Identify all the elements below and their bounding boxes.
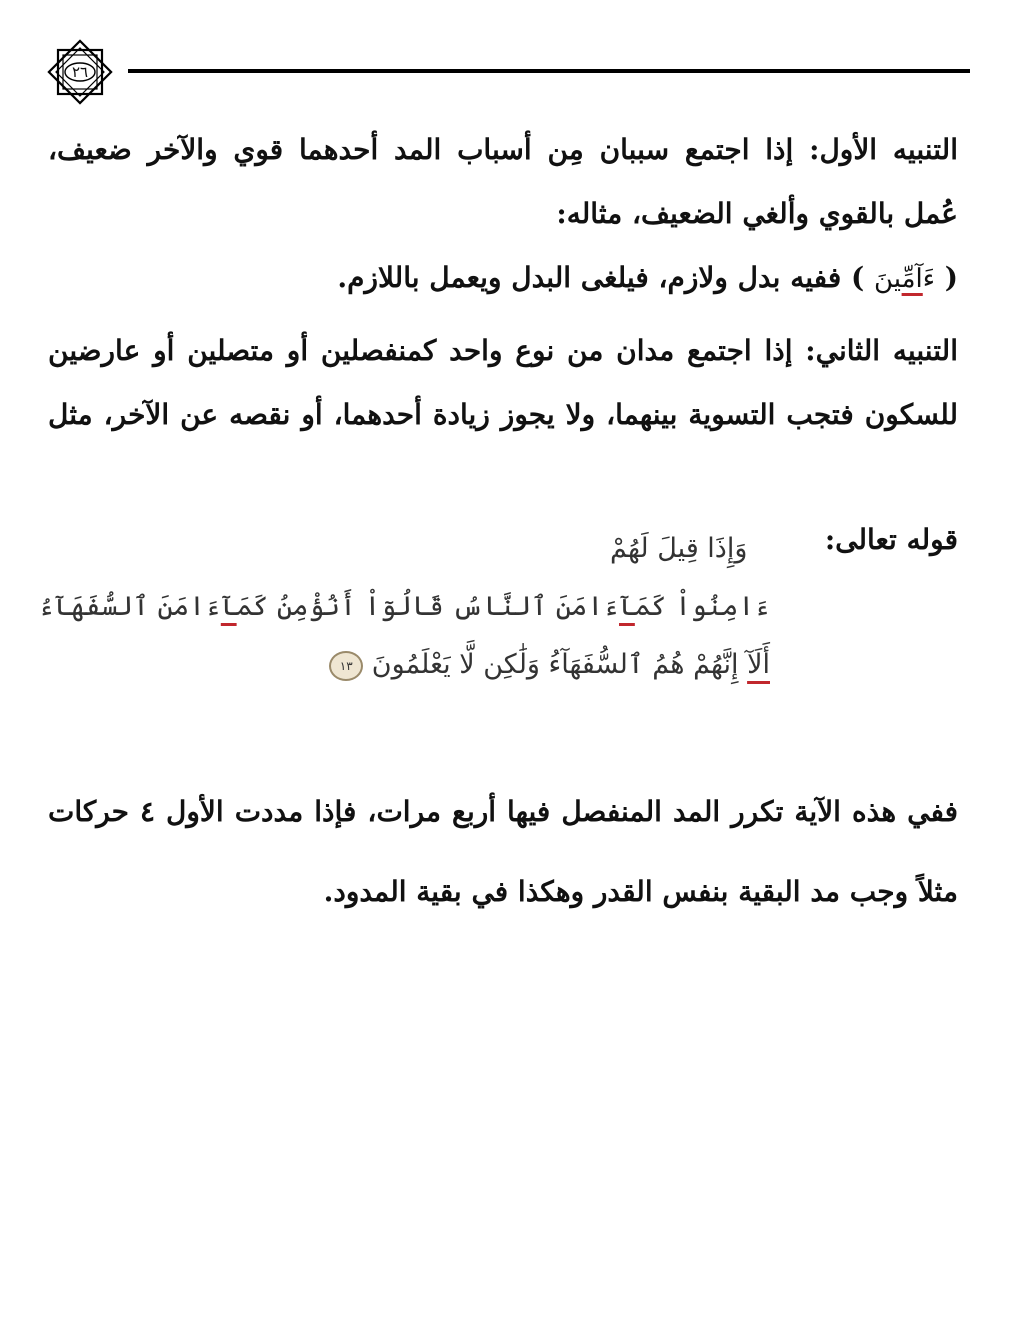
page-number: ٢٦ bbox=[71, 63, 89, 81]
verse-segment-e: ءَامَنَ ٱلسُّفَهَآءُ bbox=[38, 591, 221, 622]
quran-word-suffix: ينَ bbox=[873, 264, 902, 294]
verse-segment-a: ءَامِنُواْ كَمَ bbox=[634, 591, 770, 622]
verse-segment-line3: إِنَّهُمْ هُمُ ٱلسُّفَهَآءُ وَلَٰكِن لَّا يَعْلَمُونَ bbox=[371, 649, 748, 680]
verse-underlined-madd-1: آ bbox=[619, 591, 635, 622]
verse-line-2 bbox=[38, 578, 770, 636]
page-number-badge bbox=[44, 36, 116, 108]
page-header bbox=[0, 0, 1020, 120]
quran-verse bbox=[38, 520, 770, 694]
verse-underlined-madd-3: أَلَآ bbox=[747, 649, 770, 680]
verse-line-3 bbox=[150, 636, 770, 694]
first-note-line-2: عُمل بالقوي وألغي الضعيف، مثاله: bbox=[556, 197, 958, 230]
close-paren: ) bbox=[850, 261, 865, 294]
open-paren: ( bbox=[944, 261, 958, 294]
third-paragraph bbox=[48, 772, 958, 932]
verse-underlined-madd-2: آ bbox=[220, 591, 237, 622]
third-paragraph-line-1: ففي هذه الآية تكرر المد المنفصل فيها أربع مرات، فإذا مددت الأول ٤ حركات bbox=[48, 795, 958, 828]
ayah-number-marker: ١٣ bbox=[329, 651, 363, 681]
header-rule bbox=[128, 69, 970, 73]
main-text bbox=[48, 118, 958, 447]
first-note-line-1: التنبيه الأول: إذا اجتمع سببان مِن أسباب المد أحدهما قوي والآخر ضعيف، bbox=[48, 133, 958, 166]
third-paragraph-line-2: مثلاً وجب مد البقية بنفس القدر وهكذا في بقية المدود. bbox=[323, 875, 958, 908]
quran-word-aammin bbox=[874, 264, 935, 294]
verse-line-1 bbox=[150, 520, 770, 578]
first-note-line-3-text: ففيه بدل ولازم، فيلغى البدل ويعمل باللازم. bbox=[337, 261, 842, 294]
first-note-line-3 bbox=[48, 246, 958, 311]
second-note-line-2: للسكون فتجب التسوية بينهما، ولا يجوز زيادة أحدهما، أو نقصه عن الآخر، مثل bbox=[48, 398, 958, 431]
verse-segment-c: ءَامَنَ ٱلنَّاسُ قَالُوٓاْ أَنُؤْمِنُ كَمَ bbox=[236, 591, 620, 622]
second-note-paragraph bbox=[48, 319, 958, 447]
first-note-paragraph bbox=[48, 118, 958, 311]
verse-intro: قوله تعالى: bbox=[824, 523, 958, 556]
verse-line-1-text: وَإِذَا قِيلَ لَهُمْ bbox=[610, 533, 748, 564]
quran-word-marked: آمِّ bbox=[901, 264, 923, 294]
quran-word-prefix: ءَ bbox=[922, 264, 935, 294]
second-note-line-1: التنبيه الثاني: إذا اجتمع مدان من نوع واحد كمنفصلين أو متصلين أو عارضين bbox=[48, 334, 958, 367]
